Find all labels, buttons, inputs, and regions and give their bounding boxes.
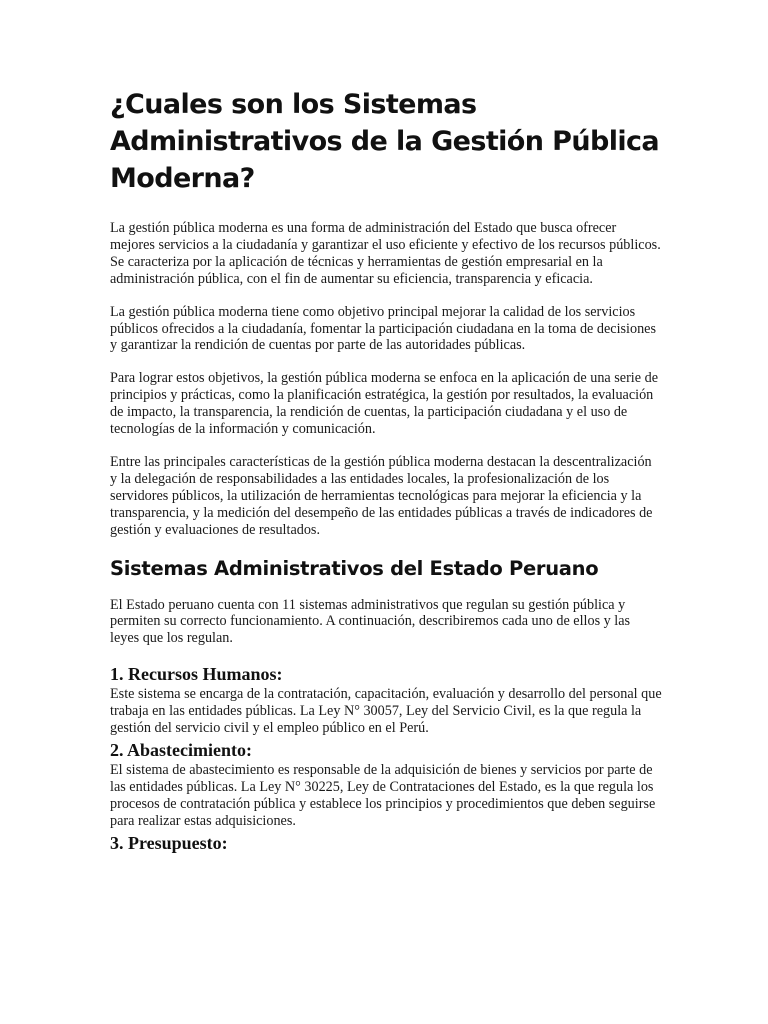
system-item-abastecimiento [110, 739, 662, 830]
system-title: 3. Presupuesto: [110, 832, 228, 853]
system-title: 1. Recursos Humanos: [110, 664, 283, 685]
system-item-presupuesto [110, 832, 662, 854]
paragraph-principles: Para lograr estos objetivos, la gestión pública moderna se enfoca en la aplicación de una serie de principios y prácticas, como la planificación estratégica, la gestión por resultados, la evaluación de impacto, la transparencia, la rendición de cuentas, la participación ciudadana y el uso de tecnologías de la información y comunicación. [110, 370, 658, 438]
paragraph-objective: La gestión pública moderna tiene como objetivo principal mejorar la calidad de los servicios públicos ofrecidos a la ciudadanía, fomentar la participación ciudadana en la toma de decisiones y garantizar la rendición de cuentas por parte de las autoridades públicas. [110, 303, 656, 354]
paragraph-intro: La gestión pública moderna es una forma de administración del Estado que busca ofrecer mejores servicios a la ciudadanía y garantizar el uso eficiente y efectivo de los recursos públicos. Se caracteriza por la aplicación de técnicas y herramientas de gestión empresarial en la administración pública, con el fin de aumentar su eficiencia, transparencia y eficacia. [110, 220, 661, 287]
section-intro: El Estado peruano cuenta con 11 sistemas administrativos que regulan su gestión pública y permiten su correcto funcionamiento. A continuación, describiremos cada uno de ellos y las leyes que los regulan. [110, 596, 631, 647]
system-item-recursos-humanos [110, 663, 662, 737]
document-page [110, 86, 662, 855]
section-heading: Sistemas Administrativos del Estado Peruano [110, 556, 599, 580]
system-text: El sistema de abastecimiento es responsable de la adquisición de bienes y servicios por parte de las entidades públicas. La Ley N° 30225, Ley de Contrataciones del Estado, es la que regula los procesos de contratación pública y establece los principios y procedimientos que deben seguirse para realizar estas adquisiciones. [110, 761, 656, 829]
page-title: ¿Cuales son los Sistemas Administrativos de la Gestión Pública Moderna? [110, 89, 660, 194]
paragraph-characteristics: Entre las principales características de la gestión pública moderna destacan la descentralización y la delegación de responsabilidades a las entidades locales, la profesionalización de los servidores públicos, la utilización de herramientas tecnológicas para mejorar la eficiencia y la transparencia, y la medición del desempeño de las entidades públicas a través de indicadores de gestión y evaluaciones de resultados. [110, 453, 653, 538]
system-text: Este sistema se encarga de la contratación, capacitación, evaluación y desarrollo del personal que trabaja en las entidades públicas. La Ley N° 30057, Ley del Servicio Civil, es la que regula la gestión del servicio civil y el empleo público en el Perú. [110, 686, 662, 737]
system-title: 2. Abastecimiento: [110, 739, 252, 760]
